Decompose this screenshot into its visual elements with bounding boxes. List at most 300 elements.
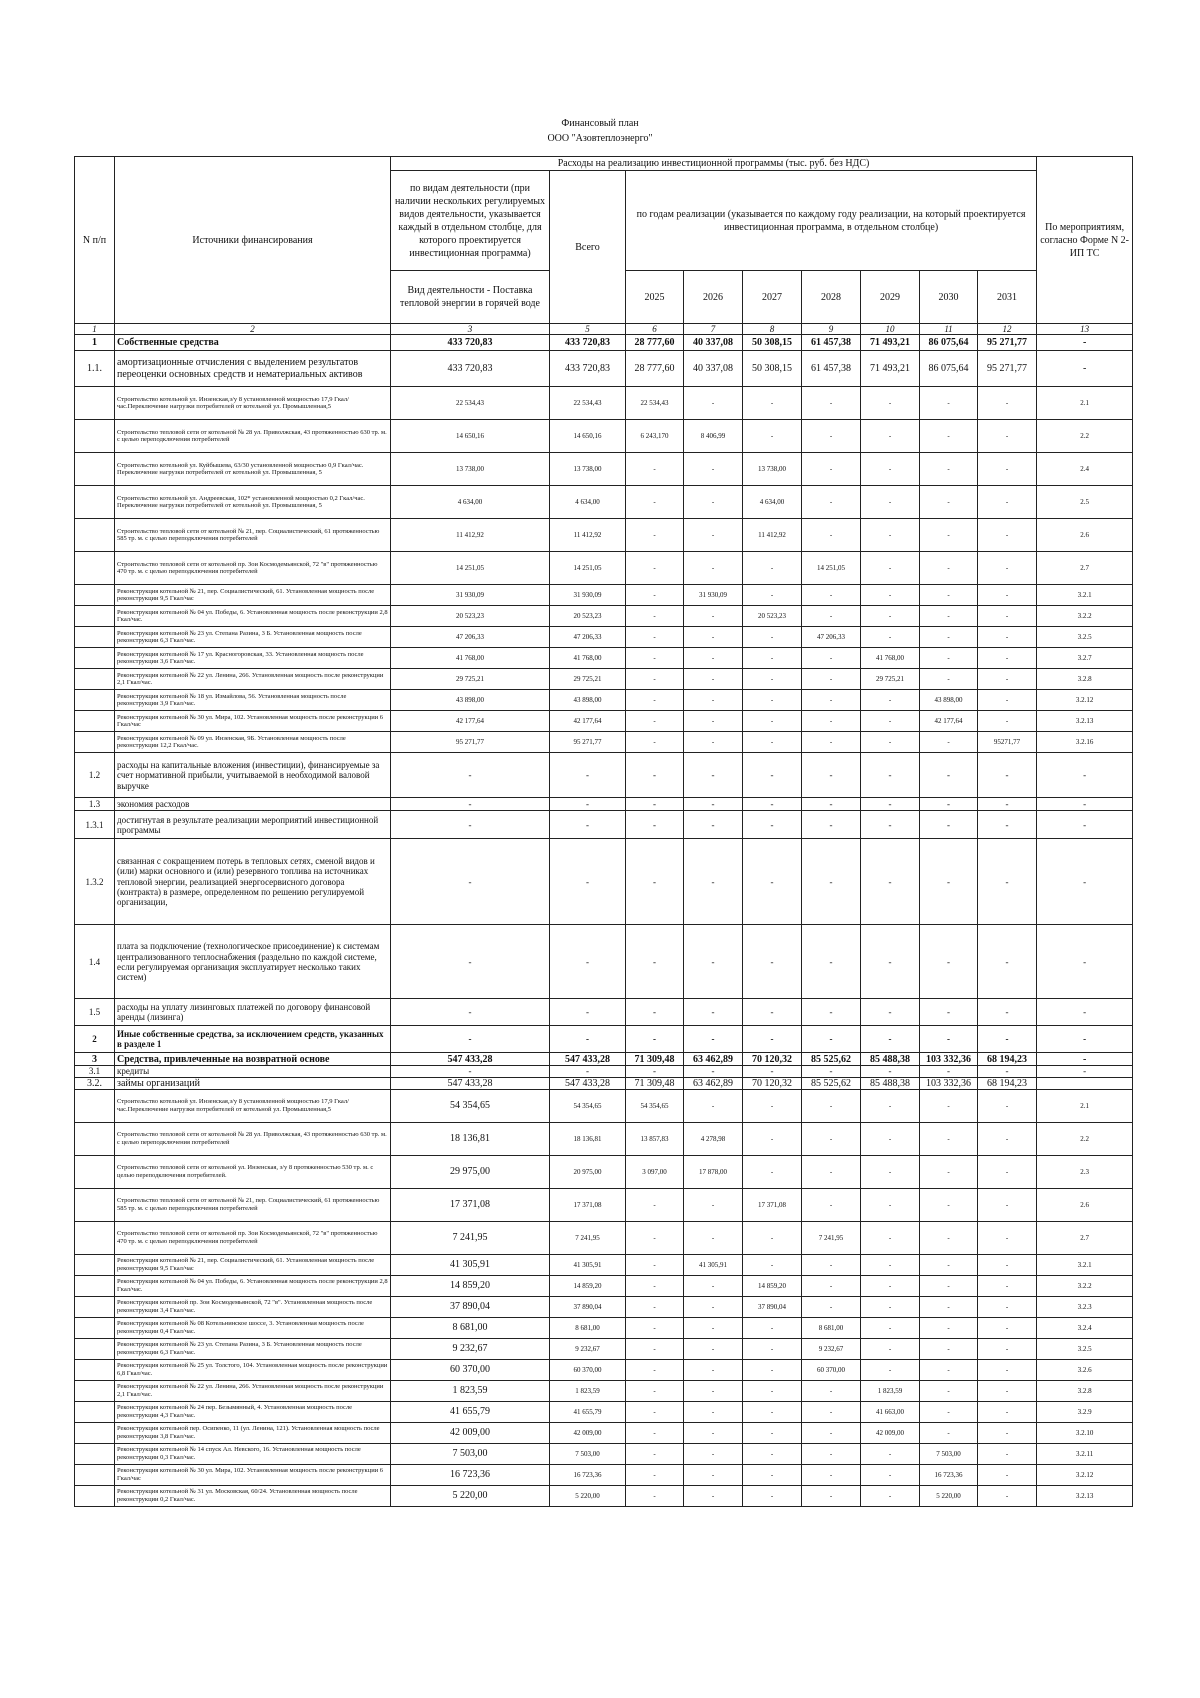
row-source-name: Реконструкция котельной № 31 ул. Московская, 60/24. Установленная мощность после реконструкции 0,2 Гкал/час.: [115, 1486, 391, 1507]
row-value: -: [978, 486, 1037, 519]
row-value: -: [802, 453, 861, 486]
row-value: 2.1: [1037, 387, 1133, 420]
row-value: -: [861, 1297, 920, 1318]
row-value: -: [861, 753, 920, 798]
row-value: 7 241,95: [802, 1222, 861, 1255]
row-value: -: [802, 1465, 861, 1486]
column-index: 7: [684, 324, 743, 335]
row-value: -: [684, 1222, 743, 1255]
row-value: 54 354,65: [626, 1090, 684, 1123]
row-value: -: [626, 1381, 684, 1402]
row-value: -: [978, 669, 1037, 690]
row-value: -: [802, 648, 861, 669]
row-value: 3.2.13: [1037, 1486, 1133, 1507]
row-source-name: кредиты: [115, 1066, 391, 1077]
row-value: -: [626, 732, 684, 753]
row-value: -: [861, 925, 920, 999]
row-value: -: [861, 1339, 920, 1360]
header-year: 2026: [684, 271, 743, 324]
row-value: 47 206,33: [391, 627, 550, 648]
header-year: 2030: [920, 271, 978, 324]
table-row: [75, 1189, 1133, 1222]
row-number: 1.2: [75, 753, 115, 798]
row-source-name: Реконструкция котельной № 08 Котельнинское шоссе, 3. Установленная мощность после реконструкции 0,4 Гкал/час.: [115, 1318, 391, 1339]
row-value: -: [802, 1444, 861, 1465]
row-value: -: [626, 798, 684, 811]
row-value: -: [978, 999, 1037, 1026]
row-number: 1.3.1: [75, 811, 115, 839]
row-number: [75, 1465, 115, 1486]
row-value: -: [743, 585, 802, 606]
row-value: -: [626, 711, 684, 732]
row-value: 13 738,00: [743, 453, 802, 486]
column-index: 5: [550, 324, 626, 335]
row-value: -: [550, 1066, 626, 1077]
row-value: -: [626, 453, 684, 486]
row-value: 47 206,33: [550, 627, 626, 648]
row-number: [75, 1123, 115, 1156]
row-value: -: [1037, 999, 1133, 1026]
row-value: -: [978, 1486, 1037, 1507]
row-value: 41 655,79: [550, 1402, 626, 1423]
row-source-name: Строительство котельной ул. Куйбышева, 63/30 установленной мощностью 0,9 Гкал/час. Переключение нагрузки потребителей от котельной ул. Промышленная, 5: [115, 453, 391, 486]
table-row: [75, 711, 1133, 732]
row-value: 86 075,64: [920, 335, 978, 351]
column-index: 9: [802, 324, 861, 335]
row-value: -: [978, 925, 1037, 999]
row-value: -: [743, 925, 802, 999]
row-value: -: [1037, 1053, 1133, 1066]
row-value: -: [743, 420, 802, 453]
row-source-name: займы организаций: [115, 1077, 391, 1090]
row-value: -: [743, 1123, 802, 1156]
row-value: 547 433,28: [391, 1077, 550, 1090]
row-value: 95271,77: [978, 732, 1037, 753]
row-value: 8 681,00: [550, 1318, 626, 1339]
row-value: -: [391, 999, 550, 1026]
row-value: -: [861, 486, 920, 519]
row-value: -: [861, 1123, 920, 1156]
row-value: 3.2.11: [1037, 1444, 1133, 1465]
row-value: -: [743, 1486, 802, 1507]
row-value: -: [920, 1189, 978, 1222]
row-value: -: [684, 1318, 743, 1339]
row-value: 433 720,83: [550, 335, 626, 351]
row-value: 22 534,43: [391, 387, 550, 420]
row-value: -: [684, 1339, 743, 1360]
row-value: 13 857,83: [626, 1123, 684, 1156]
table-row: [75, 519, 1133, 552]
row-value: -: [978, 1255, 1037, 1276]
row-value: -: [802, 585, 861, 606]
row-value: -: [861, 552, 920, 585]
row-source-name: Реконструкция котельной № 25 ул. Толстого, 104. Установленная мощность после реконструкции 6,8 Гкал/час.: [115, 1360, 391, 1381]
row-value: -: [684, 1360, 743, 1381]
row-value: -: [802, 1486, 861, 1507]
row-number: [75, 1423, 115, 1444]
row-value: 41 663,00: [861, 1402, 920, 1423]
row-value: -: [861, 732, 920, 753]
column-index: 10: [861, 324, 920, 335]
row-source-name: Реконструкция котельной № 23 ул. Степана Разина, 3 Б. Установленная мощность после реконструкции 6,3 Гкал/час.: [115, 627, 391, 648]
row-number: [75, 669, 115, 690]
row-value: -: [802, 1423, 861, 1444]
row-value: -: [391, 1026, 550, 1053]
row-value: 71 493,21: [861, 335, 920, 351]
row-number: [75, 1090, 115, 1123]
row-value: 2.7: [1037, 552, 1133, 585]
row-value: -: [802, 1297, 861, 1318]
header-expenses: Расходы на реализацию инвестиционной программы (тыс. руб. без НДС): [391, 157, 1037, 171]
row-value: 42 177,64: [920, 711, 978, 732]
row-value: -: [802, 1066, 861, 1077]
row-value: -: [861, 1444, 920, 1465]
row-value: -: [978, 1360, 1037, 1381]
row-number: 1.5: [75, 999, 115, 1026]
row-value: 3.2.1: [1037, 1255, 1133, 1276]
row-value: 42 009,00: [861, 1423, 920, 1444]
table-row: [75, 1077, 1133, 1090]
row-value: -: [626, 606, 684, 627]
row-value: 3.2.12: [1037, 690, 1133, 711]
row-value: -: [920, 627, 978, 648]
row-value: 54 354,65: [391, 1090, 550, 1123]
row-value: -: [920, 839, 978, 925]
financial-plan-table: [74, 156, 1133, 1507]
table-row: [75, 690, 1133, 711]
row-value: 17 878,00: [684, 1156, 743, 1189]
row-value: -: [743, 1156, 802, 1189]
row-value: 86 075,64: [920, 351, 978, 387]
table-row: [75, 1381, 1133, 1402]
row-value: -: [978, 1444, 1037, 1465]
row-value: 14 251,05: [550, 552, 626, 585]
row-value: -: [920, 552, 978, 585]
row-value: -: [626, 1465, 684, 1486]
row-value: -: [978, 648, 1037, 669]
row-value: -: [626, 1026, 684, 1053]
row-value: 3.2.8: [1037, 1381, 1133, 1402]
table-row: [75, 1090, 1133, 1123]
row-value: -: [978, 753, 1037, 798]
row-value: 547 433,28: [550, 1077, 626, 1090]
row-value: 11 412,92: [743, 519, 802, 552]
row-value: -: [626, 1318, 684, 1339]
row-value: 3.2.1: [1037, 585, 1133, 606]
row-value: -: [802, 669, 861, 690]
row-value: 54 354,65: [550, 1090, 626, 1123]
row-value: 7 503,00: [920, 1444, 978, 1465]
row-value: 8 406,99: [684, 420, 743, 453]
row-value: -: [743, 387, 802, 420]
row-value: 28 777,60: [626, 335, 684, 351]
row-value: -: [391, 753, 550, 798]
row-value: 50 308,15: [743, 351, 802, 387]
row-source-name: Строительство котельной ул. Инзенская,з/у 8 установленной мощностью 17,9 Гкал/час.Переключение нагрузки потребителей от котельной ул. Промышленная,5: [115, 1090, 391, 1123]
row-source-name: Реконструкция котельной пр. Зои Космодемьянской, 72 "в". Установленная мощность после реконструкции 3,4 Гкал/час.: [115, 1297, 391, 1318]
row-value: 42 177,64: [391, 711, 550, 732]
row-value: -: [743, 1026, 802, 1053]
column-index: 2: [115, 324, 391, 335]
row-number: [75, 1339, 115, 1360]
row-value: -: [550, 839, 626, 925]
row-value: -: [978, 1381, 1037, 1402]
table-row: [75, 839, 1133, 925]
row-value: -: [978, 690, 1037, 711]
row-value: 5 220,00: [550, 1486, 626, 1507]
row-value: 4 634,00: [743, 486, 802, 519]
row-number: [75, 387, 115, 420]
row-value: -: [802, 486, 861, 519]
row-value: 20 975,00: [550, 1156, 626, 1189]
row-value: -: [626, 1255, 684, 1276]
row-value: -: [550, 811, 626, 839]
row-value: 43 898,00: [391, 690, 550, 711]
row-number: [75, 711, 115, 732]
row-value: -: [743, 839, 802, 925]
row-value: 68 194,23: [978, 1053, 1037, 1066]
table-row: [75, 925, 1133, 999]
row-value: 1 823,59: [550, 1381, 626, 1402]
column-index-row: [75, 324, 1133, 335]
row-value: -: [920, 1423, 978, 1444]
row-value: -: [802, 839, 861, 925]
row-value: 1 823,59: [391, 1381, 550, 1402]
row-value: -: [684, 1189, 743, 1222]
row-value: -: [626, 1066, 684, 1077]
row-value: 13 738,00: [391, 453, 550, 486]
row-value: 41 305,91: [391, 1255, 550, 1276]
row-source-name: Строительство тепловой сети от котельной № 28 ул. Приволжская, 43 протяженностью 630 тр. м. с целью переподключения потребителей: [115, 1123, 391, 1156]
row-value: -: [861, 999, 920, 1026]
row-value: 71 309,48: [626, 1053, 684, 1066]
table-row: [75, 453, 1133, 486]
row-value: 41 305,91: [684, 1255, 743, 1276]
row-value: -: [626, 690, 684, 711]
row-value: -: [861, 1465, 920, 1486]
row-value: -: [684, 606, 743, 627]
row-value: 14 859,20: [550, 1276, 626, 1297]
row-value: -: [861, 1066, 920, 1077]
row-value: 6 243,170: [626, 420, 684, 453]
row-value: -: [684, 711, 743, 732]
row-value: -: [920, 1090, 978, 1123]
row-value: 61 457,38: [802, 351, 861, 387]
row-number: [75, 627, 115, 648]
row-value: -: [684, 839, 743, 925]
row-value: -: [802, 690, 861, 711]
row-value: -: [920, 1381, 978, 1402]
row-value: 2.6: [1037, 1189, 1133, 1222]
row-number: 1.4: [75, 925, 115, 999]
row-value: 8 681,00: [802, 1318, 861, 1339]
row-source-name: Строительство тепловой сети от котельной № 28 ул. Приволжская, 43 протяженностью 630 тр. м. с целью переподключения потребителей: [115, 420, 391, 453]
row-value: -: [743, 627, 802, 648]
row-value: 14 859,20: [743, 1276, 802, 1297]
row-value: 22 534,43: [626, 387, 684, 420]
row-value: -: [1037, 811, 1133, 839]
row-value: -: [684, 690, 743, 711]
row-value: 4 634,00: [550, 486, 626, 519]
row-value: -: [626, 1189, 684, 1222]
row-number: 1: [75, 335, 115, 351]
row-value: 31 930,09: [684, 585, 743, 606]
row-value: -: [978, 552, 1037, 585]
row-source-name: Строительство тепловой сети от котельной пр. Зои Космодемьянской, 72 "в" протяженностью 470 тр. м. с целью переподключения потребителей: [115, 552, 391, 585]
row-value: 3.2.7: [1037, 648, 1133, 669]
row-value: -: [978, 1066, 1037, 1077]
row-value: -: [920, 1360, 978, 1381]
row-value: 68 194,23: [978, 1077, 1037, 1090]
row-source-name: Строительство тепловой сети от котельной ул. Инзенская, з/у 8 протяженностью 530 тр. м. с целью переподключения потребителей.: [115, 1156, 391, 1189]
row-value: 2.5: [1037, 486, 1133, 519]
row-value: 18 136,81: [391, 1123, 550, 1156]
row-value: -: [684, 486, 743, 519]
row-value: -: [802, 1123, 861, 1156]
row-value: 547 433,28: [391, 1053, 550, 1066]
row-value: -: [743, 1066, 802, 1077]
row-value: 433 720,83: [391, 335, 550, 351]
row-value: -: [920, 1222, 978, 1255]
row-value: -: [550, 925, 626, 999]
row-value: -: [684, 1090, 743, 1123]
table-row: [75, 648, 1133, 669]
row-source-name: Реконструкция котельной № 30 ул. Мира, 102. Установленная мощность после реконструкции 6 Гкал/час: [115, 1465, 391, 1486]
row-value: 9 232,67: [802, 1339, 861, 1360]
row-value: 2.7: [1037, 1222, 1133, 1255]
table-row: [75, 753, 1133, 798]
table-row: [75, 335, 1133, 351]
row-value: -: [861, 585, 920, 606]
row-value: -: [920, 420, 978, 453]
row-value: -: [802, 519, 861, 552]
row-value: 103 332,36: [920, 1053, 978, 1066]
row-value: -: [684, 1026, 743, 1053]
row-value: 11 412,92: [391, 519, 550, 552]
row-value: -: [684, 999, 743, 1026]
row-value: -: [802, 1090, 861, 1123]
row-value: 47 206,33: [802, 627, 861, 648]
row-value: -: [1037, 335, 1133, 351]
row-value: 2.2: [1037, 420, 1133, 453]
row-value: -: [626, 669, 684, 690]
row-value: -: [802, 1381, 861, 1402]
row-value: -: [802, 420, 861, 453]
row-value: 2.2: [1037, 1123, 1133, 1156]
row-value: [1037, 1077, 1133, 1090]
row-value: -: [743, 1465, 802, 1486]
row-value: 43 898,00: [550, 690, 626, 711]
row-value: -: [684, 1465, 743, 1486]
table-row: [75, 420, 1133, 453]
table-row: [75, 811, 1133, 839]
row-value: 3.2.5: [1037, 627, 1133, 648]
row-value: -: [1037, 1066, 1133, 1077]
row-number: [75, 1156, 115, 1189]
row-source-name: амортизационные отчисления с выделением результатов переоценки основных средств и нематериальных активов: [115, 351, 391, 387]
organization-name: ООО "Азовтеплоэнерго": [547, 133, 653, 144]
row-value: 61 457,38: [802, 335, 861, 351]
row-value: 85 525,62: [802, 1053, 861, 1066]
row-source-name: Реконструкция котельной № 22 ул. Ленина, 266. Установленная мощность после реконструкции 2,1 Гкал/час.: [115, 1381, 391, 1402]
row-value: -: [391, 925, 550, 999]
row-value: 37 890,04: [743, 1297, 802, 1318]
row-value: 60 370,00: [550, 1360, 626, 1381]
row-value: 29 975,00: [391, 1156, 550, 1189]
row-value: 20 523,23: [743, 606, 802, 627]
row-value: -: [978, 1423, 1037, 1444]
row-value: -: [626, 925, 684, 999]
row-value: -: [920, 1026, 978, 1053]
row-source-name: Реконструкция котельной № 18 ул. Измайлова, 56. Установленная мощность после реконструкции 3,9 Гкал/час.: [115, 690, 391, 711]
row-value: 14 251,05: [391, 552, 550, 585]
row-source-name: Строительство котельной ул. Инзенская,з/у 8 установленной мощностью 17,9 Гкал/час.Переключение нагрузки потребителей от котельной ул. Промышленная,5: [115, 387, 391, 420]
row-value: 3.2.13: [1037, 711, 1133, 732]
column-index: 12: [978, 324, 1037, 335]
row-value: 14 650,16: [550, 420, 626, 453]
row-value: -: [1037, 925, 1133, 999]
row-value: -: [684, 1486, 743, 1507]
row-number: 2: [75, 1026, 115, 1053]
row-value: -: [920, 669, 978, 690]
row-number: [75, 585, 115, 606]
row-value: -: [391, 839, 550, 925]
row-value: -: [626, 585, 684, 606]
row-value: -: [743, 552, 802, 585]
row-value: -: [684, 627, 743, 648]
row-value: 7 503,00: [391, 1444, 550, 1465]
row-value: -: [802, 1255, 861, 1276]
row-value: 37 890,04: [550, 1297, 626, 1318]
row-value: -: [550, 999, 626, 1026]
row-value: -: [626, 1402, 684, 1423]
row-number: [75, 519, 115, 552]
row-value: 14 251,05: [802, 552, 861, 585]
column-index: 1: [75, 324, 115, 335]
row-value: -: [626, 1423, 684, 1444]
row-value: -: [920, 453, 978, 486]
row-value: -: [978, 1189, 1037, 1222]
row-value: -: [743, 1090, 802, 1123]
row-value: -: [626, 552, 684, 585]
row-value: 22 534,43: [550, 387, 626, 420]
row-value: -: [920, 486, 978, 519]
header-year: 2029: [861, 271, 920, 324]
row-value: -: [391, 811, 550, 839]
row-number: 1.3: [75, 798, 115, 811]
row-source-name: Реконструкция котельной № 17 ул. Красногоровская, 33. Установленная мощность после реконструкции 3,6 Гкал/час.: [115, 648, 391, 669]
row-value: 31 930,09: [391, 585, 550, 606]
document-title: Финансовый план: [561, 118, 639, 129]
row-value: 70 120,32: [743, 1077, 802, 1090]
row-value: -: [626, 486, 684, 519]
row-value: -: [626, 519, 684, 552]
row-value: 60 370,00: [391, 1360, 550, 1381]
row-value: 14 859,20: [391, 1276, 550, 1297]
table-row: [75, 1156, 1133, 1189]
row-value: 18 136,81: [550, 1123, 626, 1156]
row-value: -: [802, 387, 861, 420]
row-value: 2.4: [1037, 453, 1133, 486]
row-number: 1.3.2: [75, 839, 115, 925]
header-sources: Источники финансирования: [115, 157, 391, 324]
row-value: -: [743, 690, 802, 711]
row-value: 60 370,00: [802, 1360, 861, 1381]
row-value: -: [626, 811, 684, 839]
row-value: -: [684, 925, 743, 999]
row-source-name: Реконструкция котельной № 21, пер. Социалистический, 61. Установленная мощность после реконструкции 9,5 Гкал/час: [115, 585, 391, 606]
row-number: [75, 1381, 115, 1402]
